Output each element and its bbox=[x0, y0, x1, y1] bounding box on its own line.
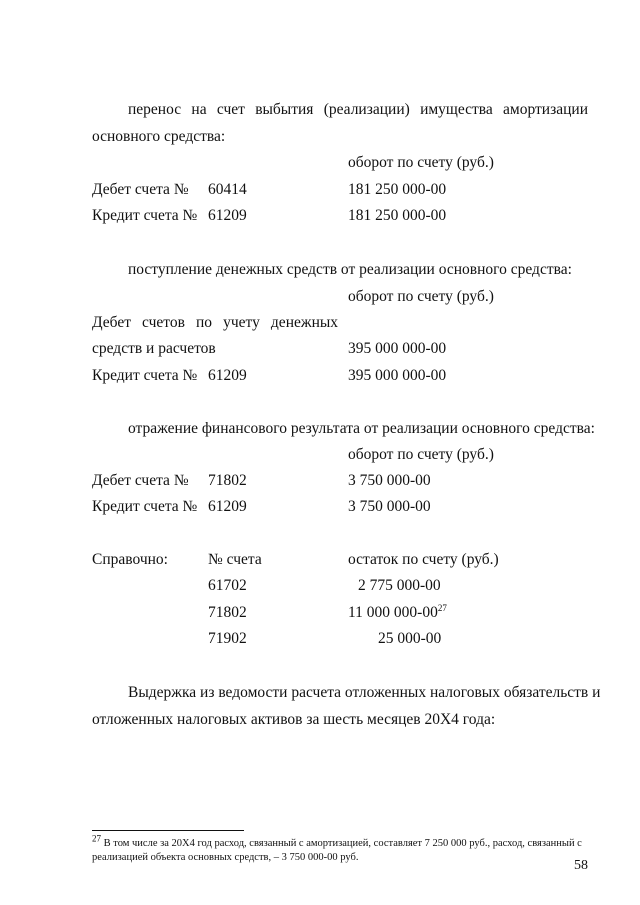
reference-row-balance: 11 000 000-00 bbox=[348, 604, 438, 621]
page-number: 58 bbox=[574, 858, 588, 873]
section3-credit-label: Кредит счета № bbox=[92, 498, 198, 515]
section3-intro: отражение финансового результата от реализации основного средства: bbox=[128, 420, 595, 437]
section3-debit-account: 71802 bbox=[208, 472, 247, 489]
section2-intro: поступление денежных средств от реализации основного средства: bbox=[128, 261, 572, 278]
section3-credit-account: 61209 bbox=[208, 498, 247, 515]
section1-intro-line2: основного средства: bbox=[92, 128, 226, 145]
section1-credit-account: 61209 bbox=[208, 207, 247, 224]
word: Дебет bbox=[92, 314, 131, 331]
section2-turnover-header: оборот по счету (руб.) bbox=[348, 288, 494, 305]
word: счет bbox=[216, 101, 245, 118]
section1-debit-amount: 181 250 000-00 bbox=[348, 181, 447, 198]
word: денежных bbox=[270, 314, 339, 331]
word: по bbox=[196, 314, 213, 331]
section3-credit-amount: 3 750 000-00 bbox=[348, 498, 431, 515]
section3-debit-amount: 3 750 000-00 bbox=[348, 472, 431, 489]
footnote-marker: 27 bbox=[92, 833, 101, 844]
extract-line1: Выдержка из ведомости расчета отложенных налоговых обязательств и bbox=[128, 684, 601, 701]
footnote-reference[interactable]: 27 bbox=[437, 602, 447, 613]
word: выбытия bbox=[255, 101, 314, 118]
reference-row-balance-with-note bbox=[348, 604, 447, 622]
word: учету bbox=[223, 314, 260, 331]
reference-row-balance: 2 775 000-00 bbox=[358, 577, 441, 594]
footnote-text: В том числе за 20Х4 год расход, связанный с амортизацией, составляет 7 250 000 руб., расход, связанный с bbox=[103, 838, 582, 849]
word: амортизации bbox=[503, 101, 588, 118]
reference-row-account: 71802 bbox=[208, 604, 247, 621]
reference-account-header: № счета bbox=[208, 551, 262, 568]
word: счетов bbox=[142, 314, 185, 331]
word: имущества bbox=[420, 101, 493, 118]
reference-row-account: 61702 bbox=[208, 577, 247, 594]
word: перенос bbox=[128, 101, 182, 118]
section3-debit-label: Дебет счета № bbox=[92, 472, 189, 489]
section1-credit-label: Кредит счета № bbox=[92, 207, 198, 224]
word: (реализации) bbox=[323, 101, 410, 118]
section1-debit-account: 60414 bbox=[208, 181, 247, 198]
extract-line2: отложенных налоговых активов за шесть месяцев 20Х4 года: bbox=[92, 711, 496, 728]
footnote-separator bbox=[92, 830, 244, 831]
section2-debit-line2: средств и расчетов bbox=[92, 340, 216, 357]
reference-row-balance: 25 000-00 bbox=[378, 630, 442, 647]
section2-credit-amount: 395 000 000-00 bbox=[348, 367, 447, 384]
word: на bbox=[191, 101, 207, 118]
reference-label: Справочно: bbox=[92, 551, 168, 568]
footnote-line1 bbox=[92, 833, 592, 851]
footnote-line2: реализацией объекта основных средств, – 3 750 000-00 руб. bbox=[92, 852, 359, 863]
section1-debit-label: Дебет счета № bbox=[92, 181, 189, 198]
section3-turnover-header: оборот по счету (руб.) bbox=[348, 446, 494, 463]
section2-credit-label: Кредит счета № bbox=[92, 367, 198, 384]
section2-debit-line1 bbox=[92, 314, 338, 332]
section1-intro-line1 bbox=[128, 101, 588, 119]
section2-credit-account: 61209 bbox=[208, 367, 247, 384]
section2-debit-amount: 395 000 000-00 bbox=[348, 340, 447, 357]
reference-row-account: 71902 bbox=[208, 630, 247, 647]
section1-credit-amount: 181 250 000-00 bbox=[348, 207, 447, 224]
reference-balance-header: остаток по счету (руб.) bbox=[348, 551, 499, 568]
section1-turnover-header: оборот по счету (руб.) bbox=[348, 154, 494, 171]
